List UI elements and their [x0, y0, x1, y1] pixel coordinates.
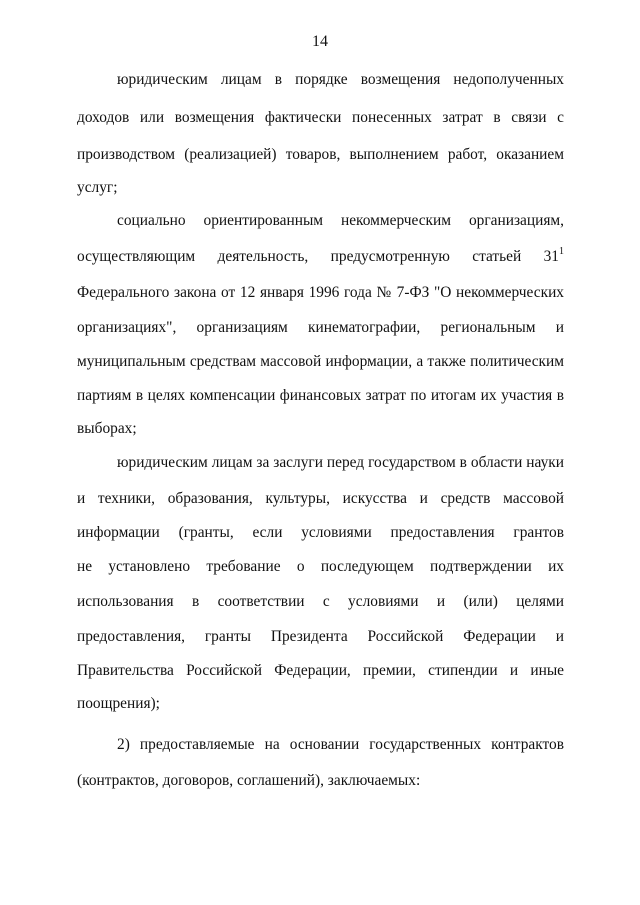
text-line: социально ориентированным некоммерческим организациям, [117, 212, 564, 229]
text-line: Федерального закона от 12 января 1996 года № 7-ФЗ "О некоммерческих [77, 284, 564, 301]
text-line: организациях", организациям кинематографии, региональным и [77, 319, 564, 336]
text-line: (контрактов, договоров, соглашений), заключаемых: [77, 772, 421, 789]
text-line: и техники, образования, культуры, искусства и средств массовой [77, 490, 564, 507]
text-line: муниципальным средствам массовой информации, а также политическим [77, 353, 564, 370]
text-line: доходов или возмещения фактически понесенных затрат в связи с [77, 109, 564, 126]
text-line: предоставления, гранты Президента Российской Федерации и [77, 628, 564, 645]
text-line: выборах; [77, 420, 137, 437]
text-line: услуг; [77, 179, 118, 196]
text-line: информации (гранты, если условиями предоставления грантов [77, 524, 564, 541]
text-line: юридическим лицам за заслуги перед государством в области науки [117, 454, 564, 471]
text-line-content: осуществляющим деятельность, предусмотренную статьей 31 [77, 248, 559, 265]
text-line: использования в соответствии с условиями и (или) целями [77, 593, 564, 610]
text-line: поощрения); [77, 695, 160, 712]
superscript: 1 [559, 246, 564, 257]
text-line: 2) предоставляемые на основании государственных контрактов [117, 736, 564, 753]
text-line: Правительства Российской Федерации, премии, стипендии и иные [77, 662, 564, 679]
text-line-with-superscript [77, 247, 564, 267]
page-number: 14 [312, 33, 328, 50]
text-line: не установлено требование о последующем подтверждении их [77, 558, 564, 575]
text-line: производством (реализацией) товаров, выполнением работ, оказанием [77, 146, 564, 163]
text-line: партиям в целях компенсации финансовых затрат по итогам их участия в [77, 387, 564, 404]
text-line: юридическим лицам в порядке возмещения недополученных [117, 71, 564, 88]
